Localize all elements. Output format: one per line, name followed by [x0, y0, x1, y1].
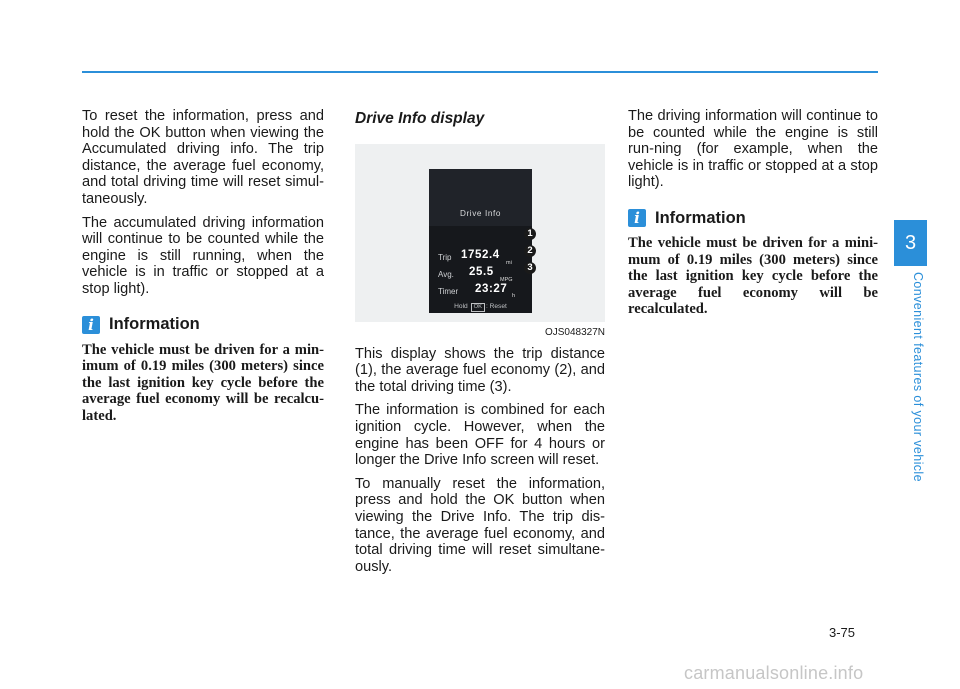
chapter-tab: 3	[894, 220, 927, 266]
hold-prefix: Hold	[454, 302, 468, 310]
continued-count-paragraph: The driving information will continue to be counted while the engine is still run-ning (for example, when the vehicle is in traffic or stopped at a stop light).	[628, 108, 878, 191]
ok-key: OK	[471, 303, 485, 312]
hold-suffix: : Reset	[485, 302, 507, 310]
avg-value: 25.5	[469, 265, 494, 278]
section-title: Drive Info display	[355, 110, 485, 127]
info-title-right: Information	[655, 208, 746, 227]
page-number: 3-75	[829, 625, 856, 640]
trip-value: 1752.4	[461, 248, 500, 261]
drive-info-figure	[355, 144, 605, 338]
column-left	[82, 108, 324, 432]
ignition-cycle-paragraph: The information is combined for each ignition cycle. However, when the engine has been OFF for 4 hours or longer the Drive Info screen will reset.	[355, 402, 605, 469]
reset-paragraph: To reset the information, press and hold the OK button when viewing the Accumulated driving info. The trip distance, the average fuel economy, and total driving time will reset simul-taneously.	[82, 108, 324, 207]
info-heading	[82, 316, 324, 334]
info-body: The vehicle must be driven for a min-imum of 0.19 miles (300 meters) since the last ignition key cycle before the average fuel economy will be recalcu-lated.	[82, 341, 324, 424]
timer-unit: h	[512, 292, 516, 299]
column-right	[628, 108, 878, 325]
display-description: This display shows the trip distance (1), the average fuel economy (2), and the total driving time (3).	[355, 345, 605, 395]
chapter-title: Convenient features of your vehicle	[911, 272, 925, 482]
info-icon: i	[82, 316, 100, 334]
trip-label: Trip	[438, 252, 452, 262]
timer-value: 23:27	[475, 282, 508, 295]
info-icon: i	[628, 209, 646, 227]
watermark: carmanualsonline.info	[684, 663, 864, 683]
manual-reset-paragraph: To manually reset the information, press and hold the OK button when viewing the Drive Info. The trip dis-tance, the average fuel economy, and total driving time will reset simultane-ously.	[355, 475, 605, 575]
info-heading-right	[628, 209, 878, 227]
figure-code: OJS048327N	[544, 326, 605, 338]
callout-badge-1: 1	[524, 228, 536, 240]
avg-label: Avg.	[438, 269, 454, 279]
info-body-right: The vehicle must be driven for a mini-mum of 0.19 miles (300 meters) since the last ignition key cycle before the average fuel economy will be recalculated.	[628, 234, 878, 318]
cluster-screen	[429, 169, 532, 313]
callout-badge-3: 3	[524, 262, 536, 274]
header-rule	[82, 71, 878, 73]
trip-unit: mi	[506, 259, 512, 266]
screen-title: Drive Info	[459, 208, 502, 218]
callout-badge-2: 2	[524, 245, 536, 257]
accumulated-paragraph: The accumulated driving information will continue to be counted while the engine is still running, when the vehicle is in traffic or stopped at a stop light).	[82, 214, 324, 297]
info-title: Information	[109, 315, 200, 334]
hold-reset-hint	[429, 299, 532, 316]
avg-unit: MPG	[500, 276, 513, 283]
column-middle	[355, 108, 605, 582]
timer-label: Timer	[438, 286, 459, 296]
